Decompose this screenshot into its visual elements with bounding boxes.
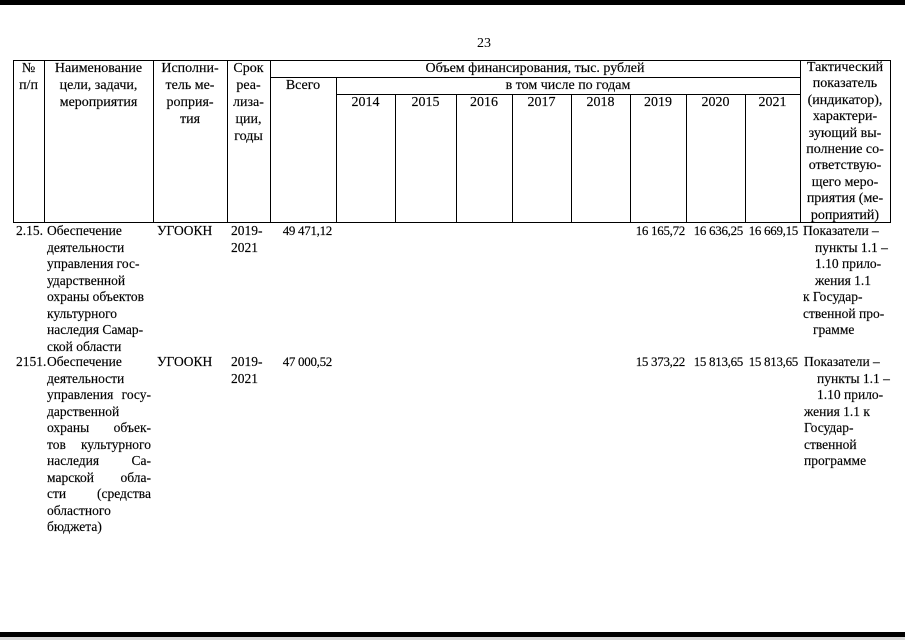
header-year: 2015 — [411, 95, 440, 110]
table-row — [0, 354, 905, 536]
header-funding: Объем финансирования, тыс. рублей — [425, 61, 645, 76]
row-indicator-line: жения 1.1 — [815, 272, 872, 288]
header-number-line: № — [21, 61, 36, 76]
row-name-line: бюджета) — [47, 519, 102, 534]
row-name — [47, 354, 151, 536]
row-indicator — [803, 223, 890, 339]
top-border — [0, 0, 905, 5]
row-number: 2.15. — [16, 223, 43, 238]
row-name-line: наследия Са- — [47, 453, 151, 468]
row-indicator-line: Показатели – — [804, 354, 880, 369]
row-indicator-line: Государ- — [804, 420, 854, 435]
header-term-line: лиза- — [233, 95, 264, 110]
row-indicator-line: 1.10 прило- — [817, 387, 884, 402]
row-indicator-line: 1.10 прило- — [815, 256, 882, 271]
row-name — [47, 223, 151, 355]
header-executor-line: роприя- — [166, 95, 214, 110]
grid-line — [745, 94, 746, 223]
header-indicator-line: роприятий) — [810, 207, 880, 223]
header-indicator-line: Тактический — [806, 60, 884, 75]
row-term — [231, 354, 263, 387]
header-executor-line: тель ме- — [165, 78, 215, 93]
row-indicator-line: Показатели – — [803, 223, 879, 238]
row-name-line: областного — [47, 502, 111, 518]
header-term-line: ции, — [235, 112, 262, 127]
row-term — [231, 223, 263, 256]
header-indicator — [800, 60, 890, 224]
row-value-2020: 15 813,65 — [693, 354, 743, 369]
grid-line — [456, 94, 457, 223]
row-executor: УГООКН — [157, 223, 213, 238]
header-number-line: п/п — [19, 78, 38, 93]
row-name-line: ударственной — [47, 272, 126, 288]
row-name-line: ской области — [47, 338, 122, 354]
header-name-line: Наименование — [54, 61, 143, 76]
grid-line — [686, 94, 687, 223]
row-name-line: наследия Самар- — [47, 322, 144, 337]
header-number — [13, 60, 44, 94]
row-indicator-line: к Государ- — [803, 289, 863, 304]
header-name — [44, 60, 153, 111]
header-by-years: в том числе по годам — [505, 78, 631, 93]
row-value-2021: 15 813,65 — [748, 354, 798, 369]
page-number: 23 — [477, 36, 491, 51]
row-indicator — [804, 354, 890, 470]
header-indicator-line: характери- — [812, 109, 878, 125]
row-name-line: марской обла- — [47, 469, 151, 485]
row-total: 49 471,12 — [282, 223, 332, 238]
row-number: 2151. — [16, 354, 47, 369]
header-executor — [153, 60, 227, 128]
header-year: 2017 — [527, 95, 556, 110]
row-indicator-line: пункты 1.1 – — [817, 370, 890, 386]
row-executor: УГООКН — [157, 354, 213, 369]
row-indicator-line: жения 1.1 к — [804, 403, 870, 419]
row-term-line: 2021 — [231, 239, 258, 255]
header-term — [227, 60, 270, 145]
row-total: 47 000,52 — [282, 354, 332, 369]
row-name-line: охраны объек- — [47, 420, 151, 435]
row-name-line: сти (средства — [47, 486, 151, 501]
row-indicator-line: ственной — [804, 436, 857, 452]
grid-line — [890, 60, 891, 223]
grid-line — [630, 94, 631, 223]
header-year: 2021 — [758, 95, 787, 110]
row-name-line: Обеспечение — [47, 223, 122, 238]
row-name-line: деятельности — [47, 370, 125, 386]
header-indicator-line: щего меро- — [811, 174, 879, 190]
row-indicator-line: программе — [804, 453, 867, 468]
header-name-line: мероприятия — [59, 95, 138, 110]
header-indicator-line: полнение со- — [806, 142, 884, 158]
row-value-2019: 15 373,22 — [635, 354, 685, 369]
row-value-2019: 16 165,72 — [635, 223, 685, 238]
row-term-line: 2021 — [231, 370, 258, 386]
row-name-line: тов культурного — [47, 436, 151, 452]
header-total: Всего — [285, 78, 321, 93]
header-indicator-line: зующий вы- — [808, 125, 882, 141]
header-term-line: реа- — [236, 78, 261, 93]
header-term-line: Срок — [233, 61, 264, 76]
header-year: 2016 — [470, 95, 498, 110]
grid-line — [512, 94, 513, 223]
header-indicator-line: приятия (ме- — [806, 191, 884, 207]
row-indicator-line: пункты 1.1 – — [815, 239, 888, 255]
grid-line — [395, 94, 396, 223]
header-year: 2014 — [351, 95, 380, 110]
row-name-line: Обеспечение — [47, 354, 122, 369]
header-name-line: цели, задачи, — [59, 78, 138, 93]
header-term-line: годы — [234, 129, 263, 144]
row-value-2021: 16 669,15 — [748, 223, 798, 238]
row-name-line: дарственной — [47, 403, 120, 419]
row-indicator-line: ственной про- — [803, 305, 885, 321]
row-name-line: охраны объектов — [47, 289, 145, 304]
row-indicator-line: грамме — [813, 322, 855, 337]
header-year: 2019 — [644, 95, 672, 110]
header-executor-line: тия — [179, 112, 201, 127]
table-row — [0, 223, 905, 354]
row-name-line: управления госу- — [47, 387, 151, 402]
header-indicator-line: (индикатор), — [807, 92, 883, 108]
row-term-line: 2019- — [231, 354, 263, 369]
header-indicator-line: показатель — [812, 76, 878, 92]
row-name-line: управления гос- — [47, 256, 140, 271]
header-executor-line: Исполни- — [161, 61, 219, 76]
row-name-line: культурного — [47, 305, 118, 321]
row-name-line: деятельности — [47, 239, 125, 255]
row-term-line: 2019- — [231, 223, 263, 238]
header-year: 2020 — [701, 95, 730, 110]
header-indicator-line: ответствую- — [808, 158, 882, 174]
header-year: 2018 — [586, 95, 615, 110]
row-value-2020: 16 636,25 — [693, 223, 743, 238]
grid-line — [571, 94, 572, 223]
